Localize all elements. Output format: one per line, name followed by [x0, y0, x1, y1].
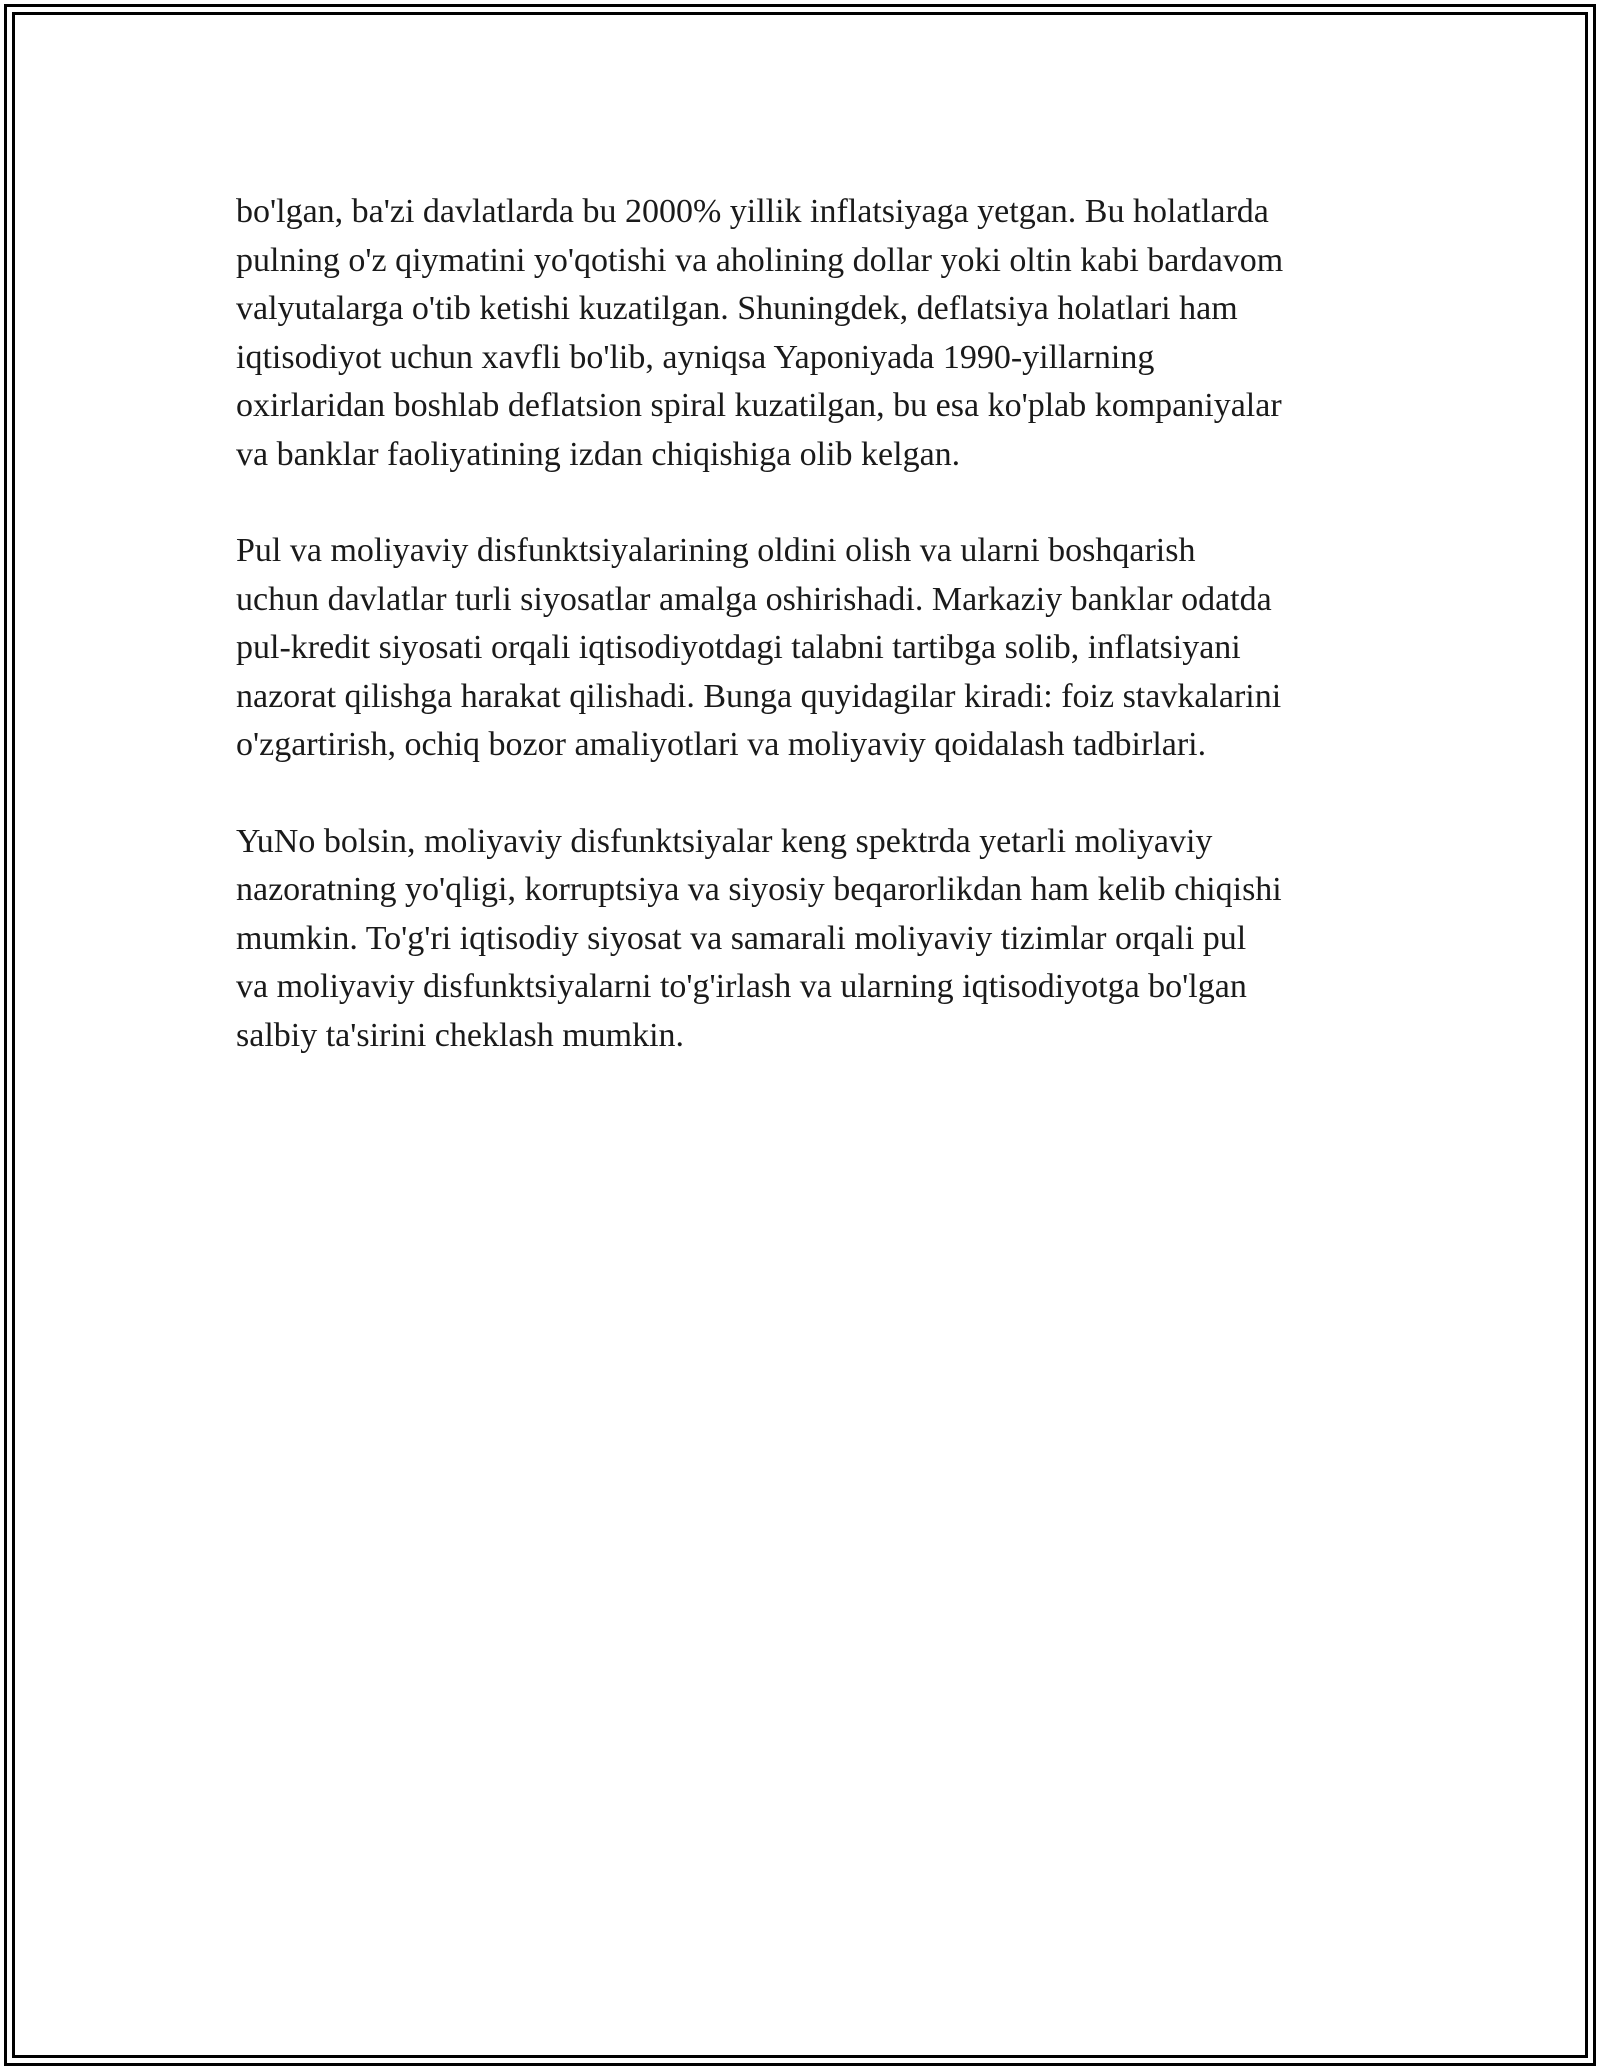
text-line: uchun davlatlar turli siyosatlar amalga oshirishadi. Markaziy banklar odatda: [236, 580, 1272, 618]
text-line: va moliyaviy disfunktsiyalarni to'g'irlash va ularning iqtisodiyotga bo'lgan: [236, 968, 1247, 1005]
text-line: nazorat qilishga harakat qilishadi. Bunga quyidagilar kiradi: foiz stavkalarini: [236, 677, 1282, 715]
text-line: va banklar faoliyatining izdan chiqishiga olib kelgan.: [236, 435, 961, 473]
paragraph-3: [236, 818, 1386, 1061]
text-line: valyutalarga o'tib ketishi kuzatilgan. Shuningdek, deflatsiya holatlari ham: [236, 290, 1238, 327]
paragraph-1: [236, 188, 1386, 479]
text-line: oxirlaridan boshlab deflatsion spiral kuzatilgan, bu esa ko'plab kompaniyalar: [236, 387, 1282, 424]
text-line: pul-kredit siyosati orqali iqtisodiyotdagi talabni tartibga solib, inflatsiyani: [236, 629, 1241, 666]
text-line: YuNo bolsin, moliyaviy disfunktsiyalar keng spektrda yetarli moliyaviy: [236, 822, 1213, 860]
paragraph-2: [236, 527, 1386, 770]
text-line: Pul va moliyaviy disfunktsiyalarining oldini olish va ularni boshqarish: [236, 532, 1196, 569]
document-body: [236, 188, 1386, 1108]
text-line: iqtisodiyot uchun xavfli bo'lib, ayniqsa Yaponiyada 1990-yillarning: [236, 338, 1155, 376]
text-line: mumkin. To'g'ri iqtisodiy siyosat va samarali moliyaviy tizimlar orqali pul: [236, 919, 1247, 957]
text-line: o'zgartirish, ochiq bozor amaliyotlari va moliyaviy qoidalash tadbirlari.: [236, 726, 1207, 763]
text-line: nazoratning yo'qligi, korruptsiya va siyosiy beqarorlikdan ham kelib chiqishi: [236, 871, 1282, 908]
text-line: salbiy ta'sirini cheklash mumkin.: [236, 1016, 685, 1054]
text-line: bo'lgan, ba'zi davlatlarda bu 2000% yillik inflatsiyaga yetgan. Bu holatlarda: [236, 193, 1269, 230]
text-line: pulning o'z qiymatini yo'qotishi va aholining dollar yoki oltin kabi bardavom: [236, 241, 1284, 279]
